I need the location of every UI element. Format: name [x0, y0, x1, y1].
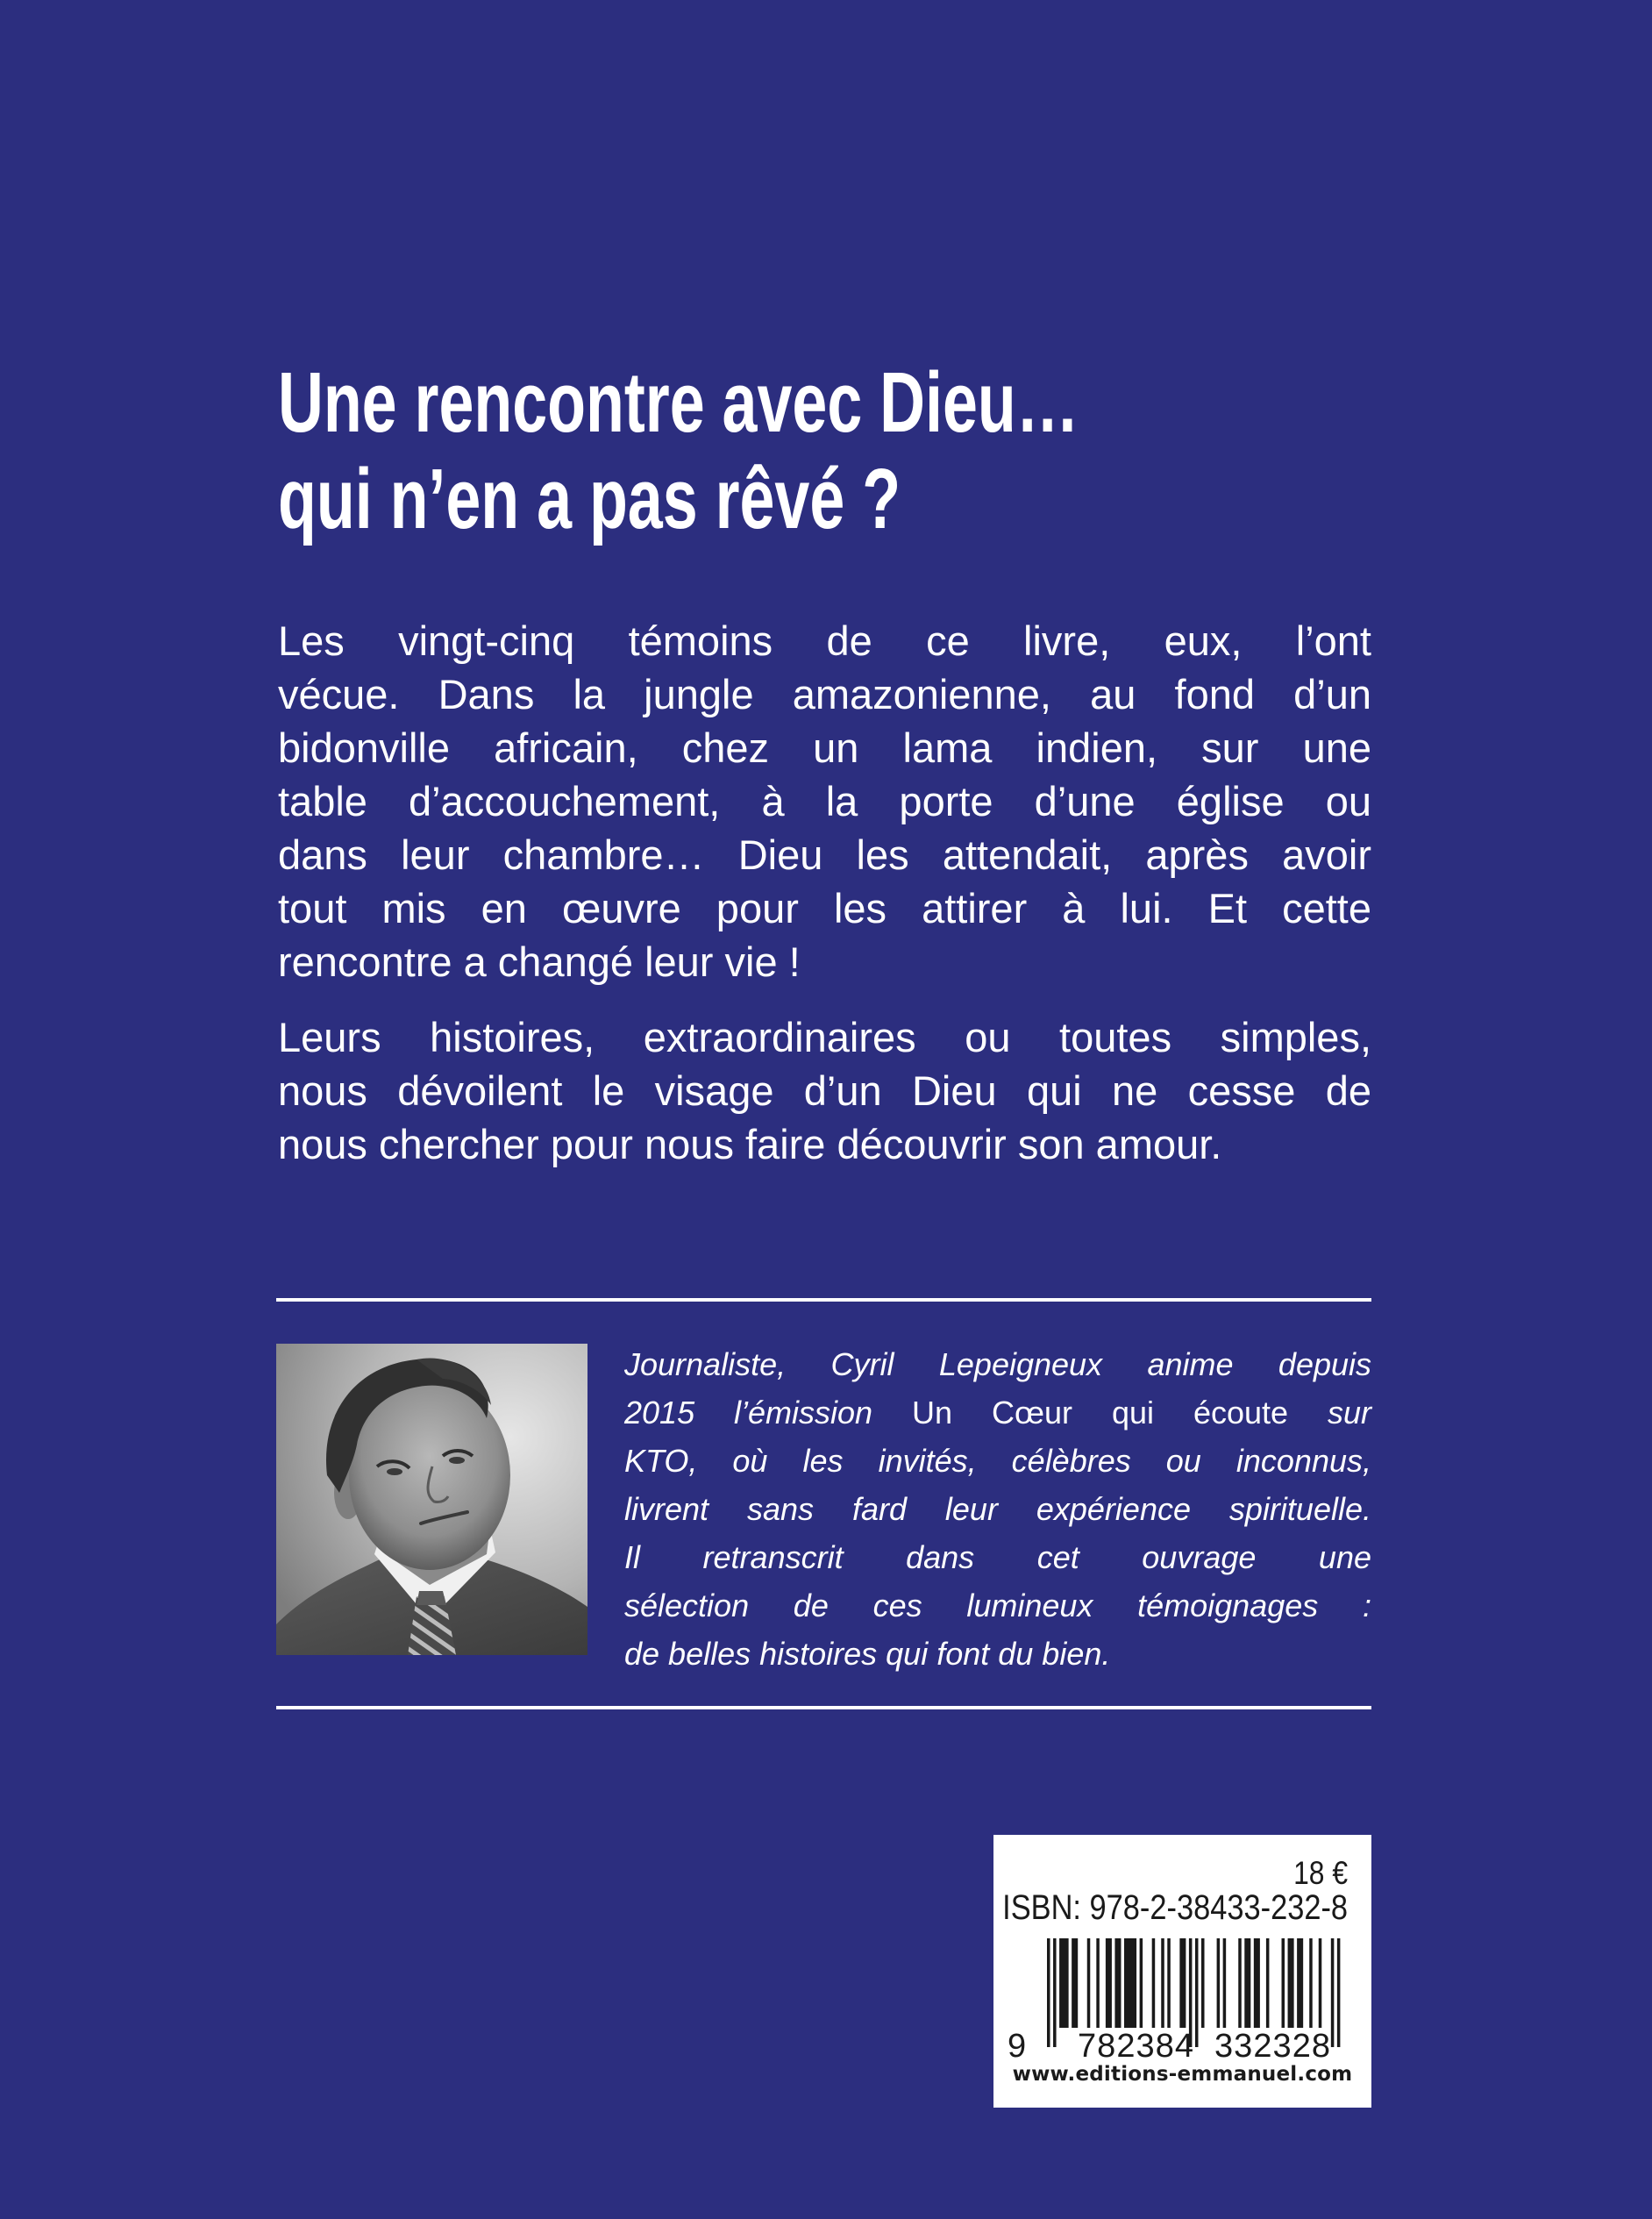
barcode-box — [993, 1835, 1371, 2108]
barcode-first-digit: 9 — [1008, 2028, 1027, 2061]
blurb-line: tout mis en œuvre pour les attirer à lui. Et cette — [278, 885, 1371, 931]
blurb-paragraph-2 — [278, 1010, 1371, 1171]
ean13-barcode — [993, 1938, 1371, 2061]
portrait-icon — [276, 1344, 587, 1655]
blurb-line: rencontre a changé leur vie ! — [278, 938, 801, 985]
blurb — [278, 614, 1371, 1171]
headline — [278, 354, 1186, 547]
blurb-line: nous chercher pour nous faire découvrir son amour. — [278, 1121, 1222, 1167]
barcode-icon — [993, 1938, 1371, 2061]
bio-text: 2015 l’émission — [624, 1395, 913, 1431]
isbn: ISBN: 978-2-38433-232-8 — [1002, 1888, 1348, 1927]
bio-line: sélection de ces lumineux témoignages : — [624, 1588, 1371, 1623]
show-title: Un Cœur qui écoute — [912, 1395, 1289, 1431]
price: 18 € — [1293, 1855, 1348, 1891]
author-bio — [624, 1340, 1371, 1678]
blurb-line: nous dévoilent le visage d’un Dieu qui ne cesse de — [278, 1067, 1371, 1114]
blurb-line: Les vingt-cinq témoins de ce livre, eux, l’ont — [278, 617, 1371, 664]
bio-line: de belles histoires qui font du bien. — [624, 1636, 1111, 1672]
blurb-line: table d’accouchement, à la porte d’une église ou — [278, 778, 1371, 824]
barcode-right-digits: 332328 — [1214, 2028, 1330, 2061]
blurb-line: dans leur chambre… Dieu les attendait, après avoir — [278, 831, 1371, 878]
bio-line: livrent sans fard leur expérience spirituelle. — [624, 1491, 1371, 1527]
blurb-line: bidonville africain, chez un lama indien, sur une — [278, 724, 1371, 771]
divider-top — [276, 1298, 1371, 1302]
barcode-left-digits: 782384 — [1078, 2028, 1193, 2061]
bio-text: sur — [1288, 1395, 1372, 1431]
blurb-line: vécue. Dans la jungle amazonienne, au fond d’un — [278, 671, 1371, 717]
headline-line-2: qui n’en a pas rêvé ? — [278, 451, 901, 546]
bio-line: Il retranscrit dans cet ouvrage une — [624, 1539, 1371, 1575]
author-photo — [276, 1344, 587, 1655]
bio-line: KTO, où les invités, célèbres ou inconnus, — [624, 1443, 1371, 1479]
bio-line — [624, 1388, 1371, 1437]
headline-line-1: Une rencontre avec Dieu… — [278, 354, 1079, 450]
divider-bottom — [276, 1706, 1371, 1709]
publisher-url[interactable]: www.editions-emmanuel.com — [1012, 2063, 1353, 2086]
blurb-paragraph-1 — [278, 614, 1371, 988]
bio-line: Journaliste, Cyril Lepeigneux anime depuis — [624, 1346, 1371, 1382]
blurb-line: Leurs histoires, extraordinaires ou toutes simples, — [278, 1014, 1371, 1060]
